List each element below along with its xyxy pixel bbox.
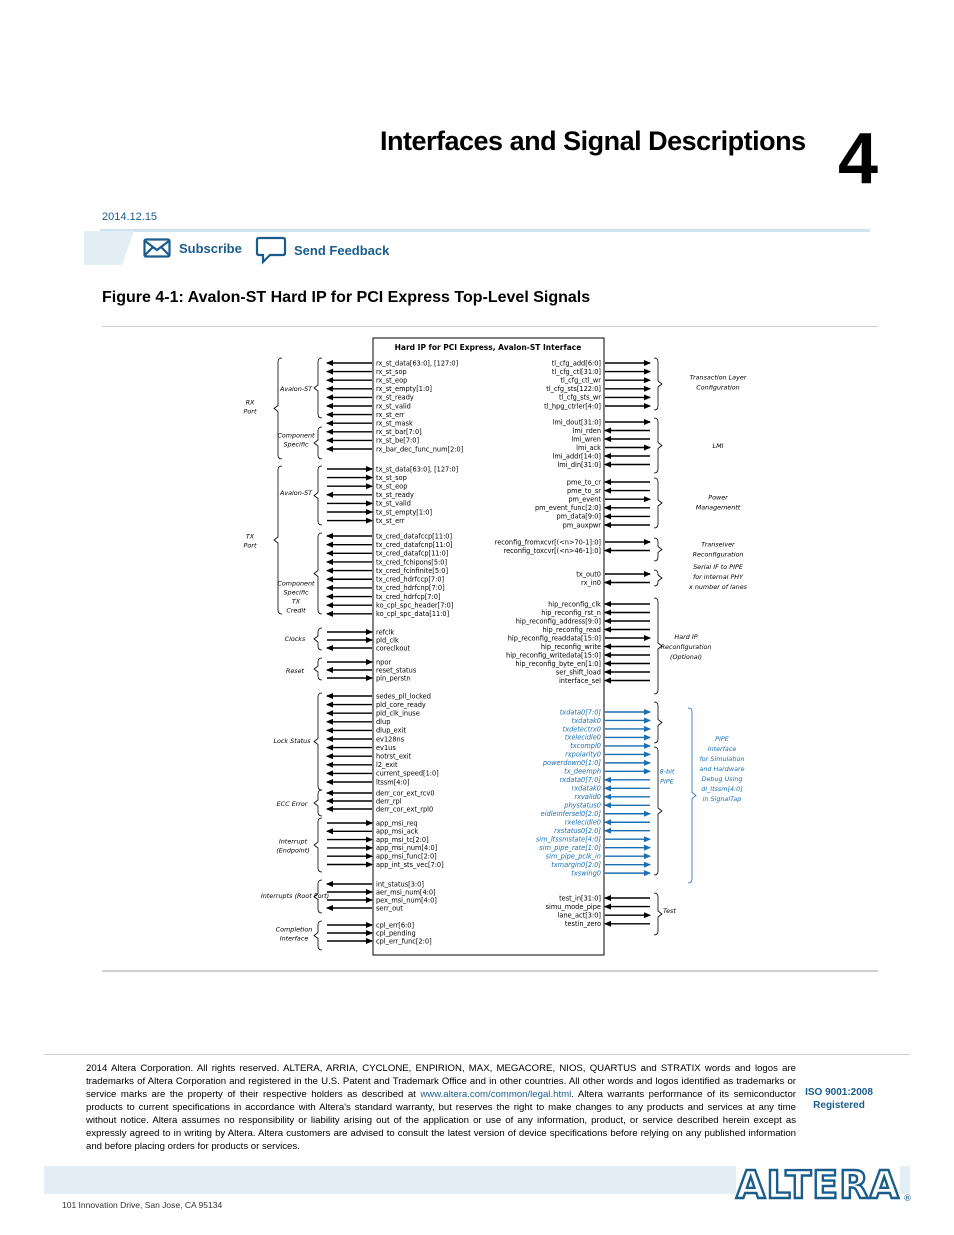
right-signal-label: lmi_wren (571, 435, 601, 444)
left-signal-label: tx_st_data[63:0], [127:0] (376, 465, 459, 474)
left-group-label: ECC Error (276, 800, 308, 808)
left-signal-label: ev128ns (376, 735, 405, 744)
left-signal-label: rx_st_err (376, 410, 405, 419)
group-bracket (314, 693, 322, 790)
right-signal-label: rx_in0 (581, 578, 601, 587)
left-signal-label: rx_st_ready (376, 393, 414, 402)
group-bracket (314, 921, 322, 950)
left-signal-label: dlup_exit (376, 726, 406, 735)
left-signal-label: cpl_pending (376, 929, 416, 938)
chapter-number: 4 (838, 119, 879, 199)
header-rule (100, 229, 870, 232)
right-signal-label: tl_cfg_add[6:0] (551, 359, 601, 368)
left-group-label: Reset (285, 667, 305, 675)
right-signal-label: eidleinfersel0[2:0] (540, 810, 601, 819)
right-signal-label: pm_event (568, 495, 601, 504)
footer-rule (44, 1054, 910, 1055)
right-signal-label: tx_deemph (564, 767, 601, 776)
left-signal-label: sedes_pll_locked (376, 692, 431, 701)
left-group-label: Component Specific (277, 431, 315, 449)
left-signal-label: tx_cred_hdrfccp[7:0] (376, 575, 445, 584)
figure-top-rule (102, 326, 878, 327)
left-signal-label: pex_msi_num[4:0] (376, 896, 437, 905)
left-signal-label: tx_st_valid (376, 499, 411, 508)
right-signal-label: tl_cfg_ctl_wr (560, 376, 601, 385)
right-group-label: Power Managementt (695, 493, 741, 512)
company-address: 101 Innovation Drive, San Jose, CA 95134 (62, 1200, 223, 1210)
right-signal-label: hip_reconfig_readdata[15:0] (507, 634, 601, 643)
group-bracket (314, 427, 322, 459)
right-signal-label: sim_pipe_rate[1:0] (539, 843, 601, 852)
right-signal-label: lmi_ack (576, 443, 601, 452)
send-feedback-link[interactable] (256, 236, 389, 264)
group-bracket (654, 893, 662, 935)
right-signal-label: txdatak0 (571, 716, 601, 725)
figure-title: Figure 4-1: Avalon-ST Hard IP for PCI Express Top-Level Signals (102, 289, 591, 306)
left-signal-label: tx_cred_fchipons[5:0] (376, 558, 448, 567)
right-signal-label: test_in[31:0] (559, 894, 601, 903)
left-group-label: Interrupts (Root Port) (260, 892, 330, 900)
right-signal-label: hip_reconfig_write (540, 642, 601, 651)
left-signal-label: rx_bar_dec_func_num[2:0] (376, 445, 464, 454)
group-bracket (654, 418, 662, 473)
hip-block-title: Hard IP for PCI Express, Avalon-ST Interface (394, 343, 582, 352)
left-signal-label: derr_rpl (376, 797, 402, 806)
left-group-label: Avalon-ST (279, 489, 313, 497)
left-signal-label: derr_cor_ext_rcv0 (376, 789, 435, 798)
left-signal-label: pin_perstn (376, 674, 411, 683)
left-signal-label: tx_st_sop (376, 473, 407, 482)
right-signal-label: reconfig_fromxcvr[(<n>70-1]:0] (494, 538, 601, 547)
legal-link[interactable]: www.altera.com/common/legal.html (420, 1089, 572, 1100)
altera-logo (732, 1162, 910, 1206)
subscribe-label: Subscribe (179, 240, 242, 256)
right-signal-label: tl_cfg_ctl[31:0] (551, 367, 601, 376)
left-signal-label: reset_status (376, 666, 417, 675)
signal-diagram (230, 338, 760, 963)
left-group-label: Avalon-ST (279, 385, 313, 393)
left-signal-label: dlup (376, 718, 391, 727)
right-signal-label: pm_auxpwr (562, 521, 601, 530)
group-bracket (314, 790, 322, 816)
left-group-label: TX Port (243, 532, 257, 550)
copyright-text-2: . Altera warrants performance of its semiconductor products to current specifications in accordance with Altera's standard warranty, but reserves the right to make changes to any products and services at any time without notice. Altera assumes no responsibility or liability arising out of the application or use of any information, product, or service described herein except as expressly agreed to in writing by Altera. Altera customers are advised to consult the latest version of device specifications before relying on any published information and before placing orders for products or services. (86, 1089, 796, 1152)
left-signal-label: serr_out (376, 904, 403, 913)
left-signal-label: tx_st_err (376, 516, 405, 525)
copyright-notice (86, 1062, 796, 1153)
right-signal-label: lmi_rden (572, 426, 601, 435)
left-signal-label: coreclkout (376, 644, 411, 653)
right-signal-label: lmi_din[31:0] (557, 460, 601, 469)
right-signal-label: hip_reconfig_address[9:0] (515, 617, 601, 626)
left-signal-label: rx_st_bar[7:0] (376, 428, 422, 437)
right-signal-label: rxdatak0 (571, 784, 601, 793)
left-signal-label: current_speed[1:0] (376, 769, 439, 778)
left-signal-label: rx_st_be[7:0] (376, 436, 420, 445)
left-signal-label: tx_cred_hdrfcnp[7:0] (376, 584, 445, 593)
chapter-title: Interfaces and Signal Descriptions (380, 126, 806, 156)
left-signal-label: derr_cor_ext_rpl0 (376, 805, 434, 814)
right-group-label: Transaction Layer Configuration (689, 373, 747, 392)
left-signal-label: tx_cred_datafccp[11:0] (376, 532, 453, 541)
right-signal-label: rxelecidle0 (564, 818, 601, 827)
left-signal-label: ko_cpl_spc_header[7:0] (376, 601, 454, 610)
right-signal-label: txdata0[7:0] (559, 708, 601, 717)
right-signal-label: rxdata0[7:0] (559, 776, 601, 785)
left-group-label: Completion Interface (275, 925, 313, 943)
right-signal-label: testin_zero (564, 920, 601, 929)
left-signal-label: tx_st_eop (376, 482, 408, 491)
right-signal-label: interface_sel (558, 676, 601, 685)
left-signal-label: ev1us (376, 743, 396, 752)
right-signal-label: tl_cfg_sts[122:0] (546, 385, 601, 394)
right-signal-label: txswing0 (571, 869, 601, 878)
right-signal-label: reconfig_toxcvr[(<n>46-1]:0] (503, 546, 601, 555)
envelope-icon (143, 238, 171, 258)
iso-registration: ISO 9001:2008 Registered (805, 1087, 873, 1111)
left-group-label: RX Port (243, 398, 257, 416)
left-signal-label: npor (376, 658, 392, 667)
right-signal-label: lane_act[3:0] (557, 911, 601, 920)
left-signal-label: tx_st_ready (376, 491, 414, 500)
left-signal-label: tx_cred_fcinfinite[5:0] (376, 566, 449, 575)
left-signal-label: tx_cred_datafcp[11:0] (376, 549, 449, 558)
left-signal-label: ko_cpl_spc_data[11:0] (376, 610, 450, 619)
right-signal-label: ser_shift_load (555, 668, 601, 677)
subscribe-link[interactable] (143, 238, 242, 258)
left-signal-label: rx_st_sop (376, 367, 407, 376)
group-bracket (314, 628, 322, 650)
right-signal-label: txdetectrx0 (562, 725, 601, 734)
left-signal-label: cpl_err[6:0] (376, 921, 415, 930)
right-signal-label: hip_reconfig_read (542, 625, 601, 634)
right-signal-label: tl_cfg_sts_wr (559, 393, 601, 402)
left-signal-label: rx_st_empty[1:0] (376, 385, 432, 394)
speech-bubble-icon (256, 236, 286, 264)
right-signal-label: tx_out0 (576, 570, 601, 579)
group-bracket (654, 570, 662, 586)
send-feedback-label: Send Feedback (294, 242, 390, 258)
left-signal-label: rx_st_valid (376, 402, 411, 411)
left-signal-label: int_status[3:0] (376, 880, 424, 889)
group-bracket (314, 658, 322, 680)
group-bracket (314, 818, 322, 872)
right-signal-label: pm_event_func[2:0] (534, 504, 601, 513)
left-signal-label: tx_st_empty[1:0] (376, 508, 433, 517)
right-signal-label: sim_ltssmstate[4:0] (535, 835, 601, 844)
group-bracket (654, 478, 662, 528)
right-signal-label: txcompl0 (570, 742, 601, 751)
left-signal-label: refclk (376, 628, 395, 637)
right-signal-label: phystatus0 (564, 801, 601, 810)
registered-mark: ® (903, 1194, 912, 1204)
group-bracket (654, 747, 662, 875)
right-group-label: LMI (712, 442, 724, 450)
right-signal-label: rxstatus0[2:0] (554, 827, 601, 836)
right-signal-label: hip_reconfig_clk (548, 600, 601, 609)
left-group-label: Clocks (284, 635, 306, 643)
left-group-label: Component Specific TX Credit (277, 579, 315, 615)
right-group-label: Test (663, 907, 676, 915)
group-bracket (654, 538, 662, 561)
right-signal-label: hip_reconfig_byte_en[1:0] (515, 659, 601, 668)
right-signal-label: sim_pipe_pclk_in (545, 852, 601, 861)
right-signal-label: hip_reconfig_rst_n (541, 608, 601, 617)
right-group-label: Transeiver Reconfiguration (692, 540, 744, 559)
left-signal-label: rx_st_data[63:0], [127:0] (376, 359, 459, 368)
right-group-label: Serial IF to PIPE for internal PHY x number of lanes (689, 563, 747, 591)
group-bracket (314, 358, 322, 418)
left-signal-label: pld_clk_inuse (376, 709, 420, 718)
right-group-label: PIPE Interface for Simulation and Hardware Debug Using dl_ltssm[4:0] in SignalTap (699, 735, 745, 803)
right-signal-label: rxpolarity0 (565, 750, 601, 759)
right-signal-label: tl_hpg_ctrler[4:0] (544, 402, 601, 411)
right-signal-label: txelecidle0 (564, 733, 601, 742)
left-signal-label: rx_st_mask (376, 419, 413, 428)
logo-wordmark: ALTERA (736, 1163, 900, 1207)
left-signal-label: app_int_sts_vec[7:0] (376, 860, 444, 869)
right-signal-label: hip_reconfig_writedata[15:0] (506, 651, 601, 660)
group-bracket (314, 466, 322, 525)
group-bracket (654, 702, 662, 743)
document-date: 2014.12.15 (102, 211, 158, 223)
group-bracket (274, 358, 282, 459)
group-bracket (654, 358, 662, 410)
left-signal-label: app_msi_func[2:0] (376, 852, 437, 861)
right-signal-label: pm_data[9:0] (556, 512, 601, 521)
left-signal-label: tx_cred_hdrfcp[7:0] (376, 592, 441, 601)
left-signal-label: cpl_err_func[2:0] (376, 937, 432, 946)
left-signal-label: app_msi_tc[2:0] (376, 835, 429, 844)
right-signal-label: pme_to_cr (566, 478, 601, 487)
right-signal-label: simu_mode_pipe (545, 902, 601, 911)
left-signal-label: rx_st_eop (376, 376, 408, 385)
group-bracket (314, 533, 322, 614)
group-bracket (688, 708, 696, 883)
left-signal-label: l2_exit (376, 761, 398, 770)
left-signal-label: app_msi_ack (376, 827, 419, 836)
left-signal-label: ltssm[4:0] (376, 778, 410, 787)
right-signal-label: lmi_dout[31:0] (552, 418, 601, 427)
right-signal-label: powerdown0[1:0] (542, 759, 601, 768)
right-group-label: Hard IP Reconfiguration (Optional) (660, 633, 712, 661)
right-signal-label: lmi_addr[14:0] (552, 452, 601, 461)
right-group-label: 8-bit PIPE (659, 767, 675, 786)
figure-bottom-rule (102, 970, 878, 972)
right-signal-label: pme_to_sr (566, 486, 601, 495)
left-signal-label: app_msi_req (376, 819, 418, 828)
right-signal-label: txmargin0[2:0] (551, 860, 601, 869)
left-signal-label: aer_msi_num[4:0] (376, 888, 436, 897)
left-signal-label: hotrst_exit (376, 752, 412, 761)
left-signal-label: pld_core_ready (376, 700, 426, 709)
left-group-label: Interrupt (Endpoint) (276, 837, 310, 855)
right-signal-label: rxvalid0 (574, 793, 601, 802)
left-signal-label: pld_clk (376, 636, 399, 645)
left-signal-label: app_msi_num[4:0] (376, 844, 438, 853)
copyright-text-1: 2014 Altera Corporation. All rights reserved. ALTERA, ARRIA, CYCLONE, ENPIRION, MAX, MEGACORE, NIOS, QUARTUS and STRATIX words and logos are trademarks of Altera Corporation and registered in the U.S. Patent and Trademark Office and in other countries. All other words and logos identified as trademarks or service marks are the property of their respective holders as described at (86, 1063, 796, 1100)
left-signal-label: tx_cred_datafcnp[11:0] (376, 540, 453, 549)
left-group-label: Lock Status (273, 737, 311, 745)
